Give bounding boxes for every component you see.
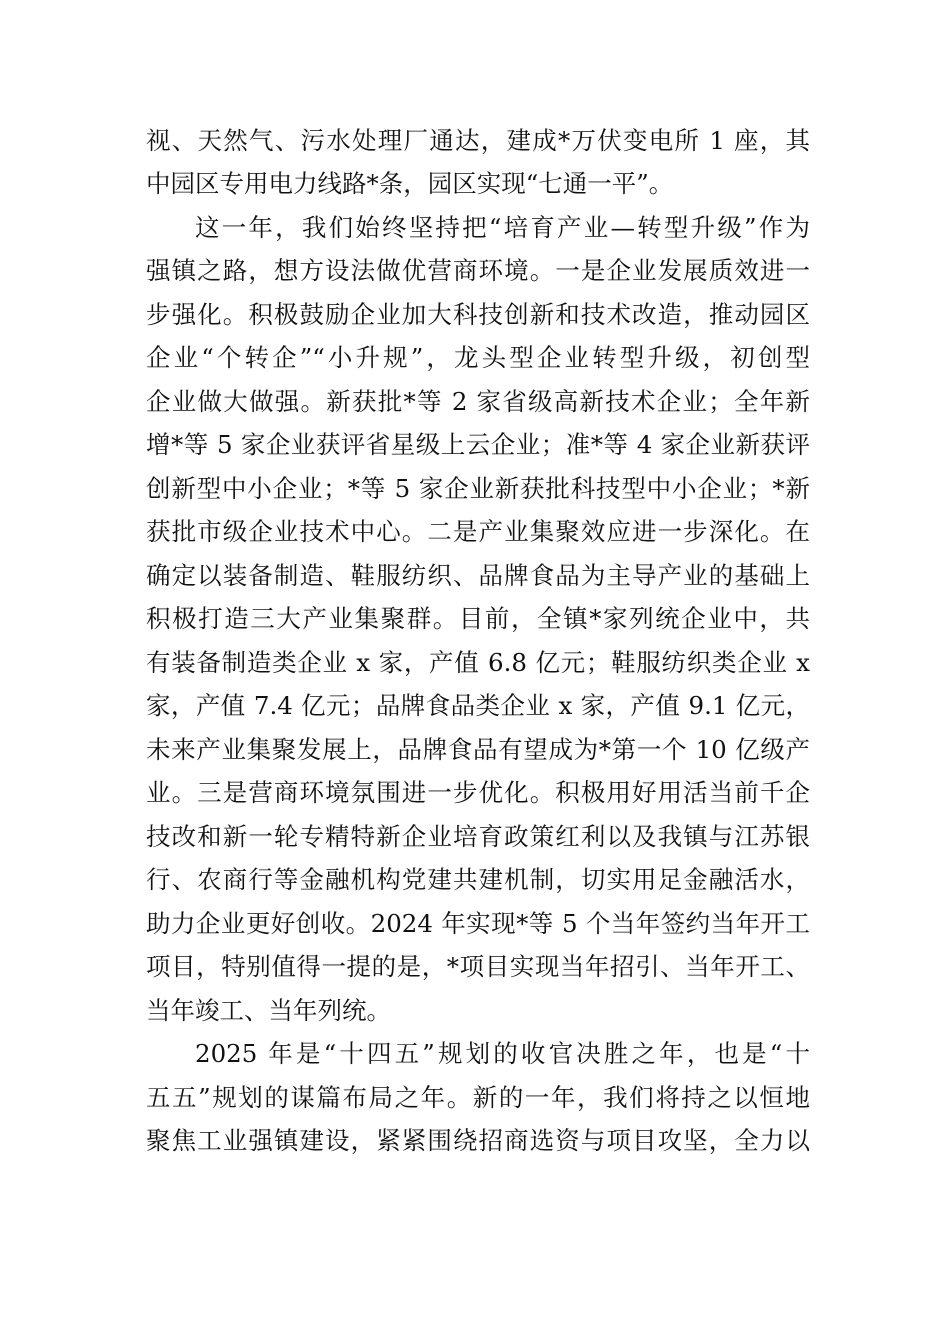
text-line: 企业做大做强。新获批*等 2 家省级高新技术企业；全年新 bbox=[146, 387, 810, 416]
text-line: 创新型中小企业；*等 5 家企业新获批科技型中小企业；*新 bbox=[146, 474, 810, 503]
text-line: 积极打造三大产业集聚群。目前，全镇*家列统企业中，共 bbox=[146, 604, 810, 633]
paragraph-first-line: 这一年，我们始终坚持把“培育产业—转型升级”作为 bbox=[195, 213, 810, 242]
text-line: 项目，特别值得一提的是，*项目实现当年招引、当年开工、 bbox=[146, 952, 810, 981]
paragraph-first-line: 2025 年是“十四五”规划的收官决胜之年，也是“十 bbox=[195, 1039, 810, 1068]
text-line: 有装备制造类企业 x 家，产值 6.8 亿元；鞋服纺织类企业 x bbox=[146, 648, 810, 677]
text-line: 步强化。积极鼓励企业加大科技创新和技术改造，推动园区 bbox=[146, 300, 810, 329]
text-line: 业。三是营商环境氛围进一步优化。积极用好用活当前千企 bbox=[146, 778, 810, 807]
text-line: 行、农商行等金融机构党建共建机制，切实用足金融活水， bbox=[146, 865, 810, 894]
text-line: 未来产业集聚发展上，品牌食品有望成为*第一个 10 亿级产 bbox=[146, 735, 810, 764]
text-line: 技改和新一轮专精特新企业培育政策红利以及我镇与江苏银 bbox=[146, 822, 810, 851]
text-line: 强镇之路，想方设法做优营商环境。一是企业发展质效进一 bbox=[146, 256, 810, 285]
text-line: 当年竣工、当年列统。 bbox=[146, 996, 391, 1025]
text-line: 获批市级企业技术中心。二是产业集聚效应进一步深化。在 bbox=[146, 517, 810, 546]
text-line: 企业“个转企”“小升规”，龙头型企业转型升级，初创型 bbox=[146, 343, 810, 372]
text-line: 助力企业更好创收。2024 年实现*等 5 个当年签约当年开工 bbox=[146, 909, 810, 938]
text-line: 确定以装备制造、鞋服纺织、品牌食品为主导产业的基础上 bbox=[146, 561, 810, 590]
text-line: 增*等 5 家企业获评省星级上云企业；准*等 4 家企业新获评 bbox=[146, 430, 810, 459]
text-line: 中园区专用电力线路*条，园区实现“七通一平”。 bbox=[146, 169, 674, 198]
text-line: 家，产值 7.4 亿元；品牌食品类企业 x 家，产值 9.1 亿元， bbox=[146, 691, 810, 720]
text-line: 五五”规划的谋篇布局之年。新的一年，我们将持之以恒地 bbox=[146, 1083, 810, 1112]
text-line: 聚焦工业强镇建设，紧紧围绕招商选资与项目攻坚，全力以 bbox=[146, 1126, 810, 1155]
text-line: 视、天然气、污水处理厂通达，建成*万伏变电所 1 座，其 bbox=[146, 126, 810, 155]
